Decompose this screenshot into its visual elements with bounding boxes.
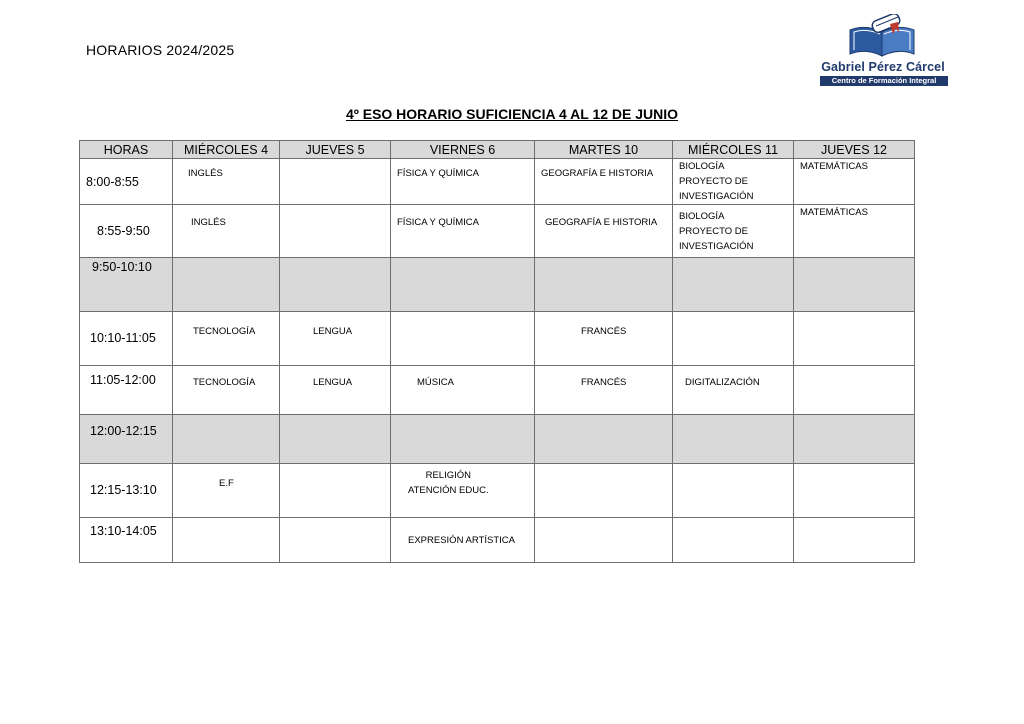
subject-label: MÚSICA [417,377,454,388]
column-header-miercoles-4: MIÉRCOLES 4 [173,141,280,159]
empty-cell [794,258,915,312]
table-header-row [80,141,915,159]
subject-cell [673,518,794,563]
hour-cell [80,518,173,563]
subject-cell [794,312,915,366]
subject-cell [173,205,280,258]
subject-label: BIOLOGÍA PROYECTO DE INVESTIGACIÓN [679,211,754,252]
hour-label: 13:10-14:05 [90,524,157,538]
table-row [80,205,915,258]
empty-cell [173,258,280,312]
hour-label: 9:50-10:10 [92,260,152,274]
column-header-jueves-5: JUEVES 5 [280,141,391,159]
subject-cell [535,464,673,518]
subject-label: MATEMÁTICAS [800,161,868,172]
subject-cell [280,464,391,518]
subject-cell [673,205,794,258]
subject-label: MATEMÁTICAS [800,207,868,218]
empty-cell [535,415,673,464]
subject-label: GEOGRAFÍA E HISTORIA [545,217,658,228]
empty-cell [673,415,794,464]
schedule-title: 4º ESO HORARIO SUFICIENCIA 4 AL 12 DE JUNIO [345,106,679,122]
subject-label: DIGITALIZACIÓN [685,377,760,388]
subject-cell [173,518,280,563]
subject-cell [280,205,391,258]
hour-cell [80,258,173,312]
schedule-year-label: HORARIOS 2024/2025 [86,42,235,58]
subject-cell [535,312,673,366]
subject-cell [391,464,535,518]
hour-cell [80,366,173,415]
column-header-martes-10: MARTES 10 [535,141,673,159]
subject-label: E.F [219,478,234,489]
subject-label: INGLÉS [191,217,226,228]
subject-cell [794,366,915,415]
subject-label: TECNOLOGÍA [193,377,256,388]
hour-label: 8:00-8:55 [86,175,139,189]
column-header-horas: HORAS [80,141,173,159]
subject-cell [673,312,794,366]
subject-label: RELIGIÓN ATENCIÓN EDUC. [408,470,489,496]
hour-cell [80,415,173,464]
subject-cell [280,518,391,563]
empty-cell [280,258,391,312]
subject-cell [391,205,535,258]
table-row [80,464,915,518]
hour-cell [80,464,173,518]
subject-cell [173,159,280,205]
subject-label: INGLÉS [188,168,223,179]
subject-cell [391,366,535,415]
subject-cell [794,464,915,518]
empty-cell [280,415,391,464]
subject-cell [535,159,673,205]
subject-label: GEOGRAFÍA E HISTORIA [541,168,654,179]
column-header-miercoles-11: MIÉRCOLES 11 [673,141,794,159]
subject-label: FÍSICA Y QUÍMICA [397,217,480,228]
empty-cell [535,258,673,312]
subject-cell [391,518,535,563]
table-row [80,518,915,563]
subject-cell [535,366,673,415]
logo-subtitle: Centro de Formación Integral [820,76,948,86]
subject-cell [173,464,280,518]
table-row [80,415,915,464]
subject-cell [673,464,794,518]
column-header-jueves-12: JUEVES 12 [794,141,915,159]
subject-cell [535,518,673,563]
hour-label: 11:05-12:00 [90,373,156,387]
subject-cell [280,159,391,205]
column-header-viernes-6: VIERNES 6 [391,141,535,159]
empty-cell [673,258,794,312]
subject-cell [794,159,915,205]
table-row [80,366,915,415]
subject-cell [673,159,794,205]
logo-name: Gabriel Pérez Cárcel [821,60,945,74]
subject-label: FÍSICA Y QUÍMICA [397,168,480,179]
hour-label: 10:10-11:05 [90,331,156,345]
subject-label: FRANCÉS [581,377,627,388]
subject-label: LENGUA [313,377,353,388]
hour-label: 8:55-9:50 [97,224,150,238]
table-row [80,159,915,205]
hour-cell [80,205,173,258]
open-book-diploma-icon [846,14,920,60]
subject-cell [173,312,280,366]
hour-label: 12:00-12:15 [90,424,157,438]
subject-cell [280,366,391,415]
subject-cell [794,518,915,563]
hour-cell [80,312,173,366]
empty-cell [173,415,280,464]
empty-cell [391,258,535,312]
subject-cell [391,312,535,366]
subject-cell [391,159,535,205]
subject-cell [535,205,673,258]
subject-label: LENGUA [313,326,353,337]
hour-cell [80,159,173,205]
table-row [80,312,915,366]
hour-label: 12:15-13:10 [90,483,157,497]
empty-cell [391,415,535,464]
subject-cell [280,312,391,366]
subject-label: FRANCÉS [581,326,627,337]
subject-cell [173,366,280,415]
table-row [80,258,915,312]
subject-cell [673,366,794,415]
schedule-table [79,140,915,563]
empty-cell [794,415,915,464]
subject-label: TECNOLOGÍA [193,326,256,337]
school-logo [816,14,950,88]
subject-label: BIOLOGÍA PROYECTO DE INVESTIGACIÓN [679,161,754,202]
subject-label: EXPRESIÓN ARTÍSTICA [408,535,515,546]
subject-cell [794,205,915,258]
